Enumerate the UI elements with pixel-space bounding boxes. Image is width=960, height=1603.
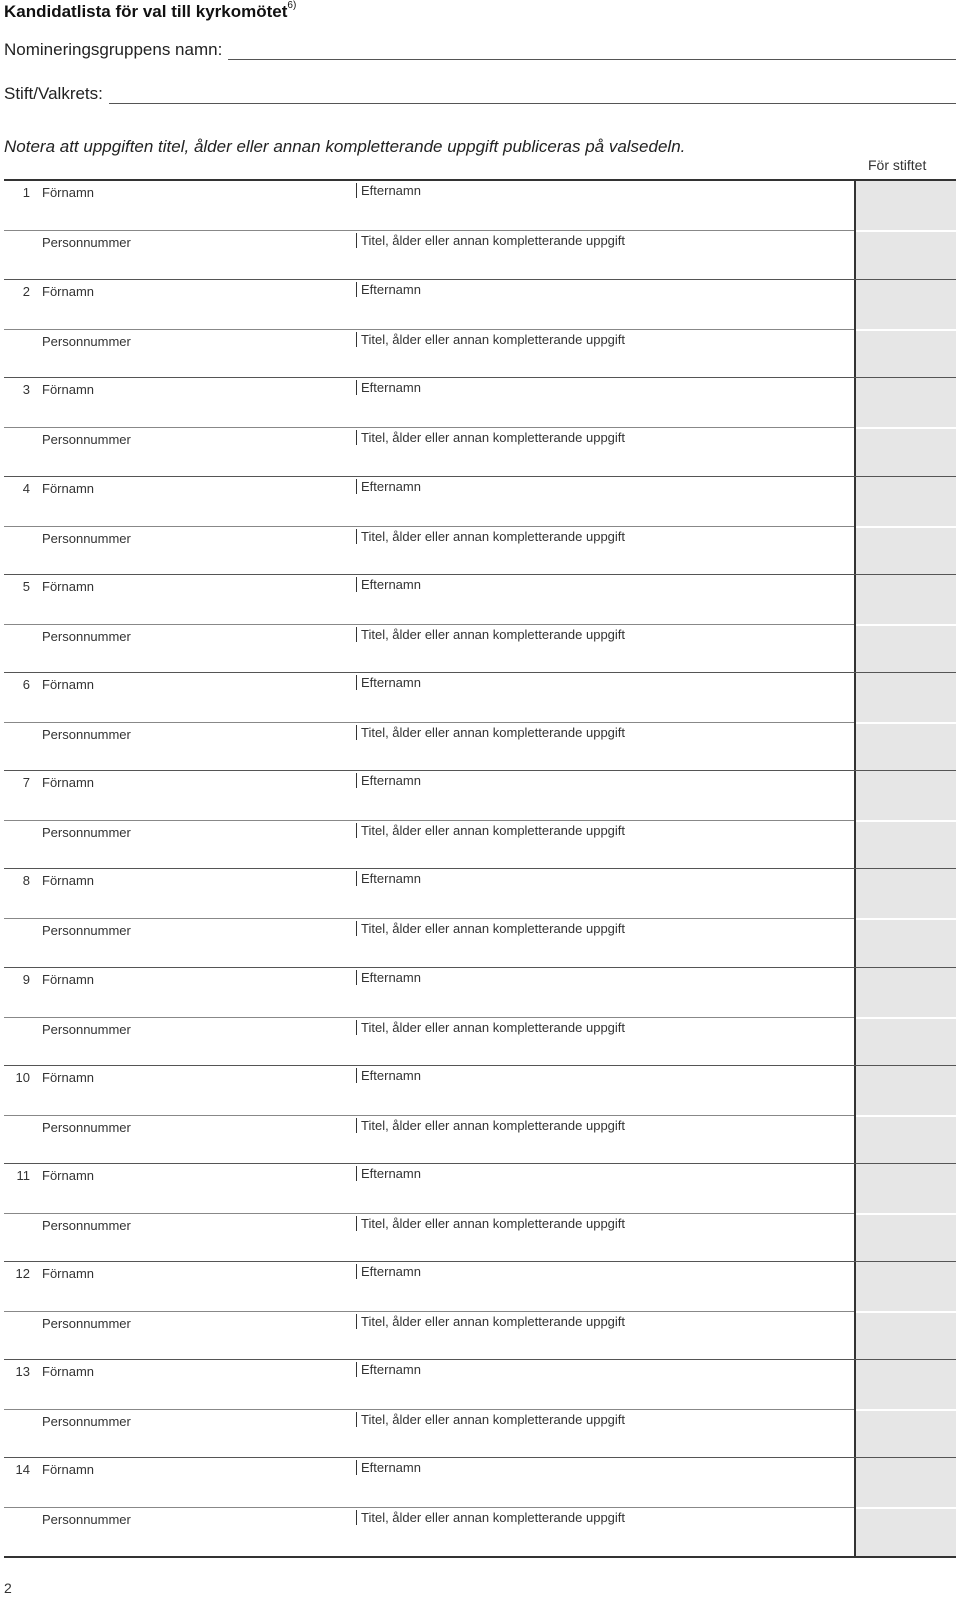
candidate-number: 14 [15,1462,30,1478]
title-info-field[interactable]: Titel, ålder eller annan kompletterande uppgift [356,1118,625,1133]
name-line [4,378,956,427]
for-diocese-box-divider [856,427,956,429]
for-diocese-box-divider [856,1409,956,1411]
personal-number-field[interactable]: Personnummer [42,825,131,841]
personal-number-field[interactable]: Personnummer [42,1512,131,1528]
nomination-group-field[interactable] [228,45,956,60]
title-info-field[interactable]: Titel, ålder eller annan kompletterande uppgift [356,1510,625,1525]
for-diocese-box-divider [856,820,956,822]
first-name-field[interactable]: Förnamn [42,775,95,791]
candidate-row [4,1065,956,1163]
candidate-row [4,770,956,868]
title-info-field[interactable]: Titel, ålder eller annan kompletterande uppgift [356,921,625,936]
for-diocese-box-divider [856,722,956,724]
details-line [4,1311,956,1361]
details-line [4,820,956,870]
for-diocese-box [854,1066,956,1163]
candidate-row [4,1163,956,1261]
last-name-field[interactable]: Efternamn [356,282,421,297]
first-name-field[interactable]: Förnamn [42,971,95,987]
title-info-field[interactable]: Titel, ålder eller annan kompletterande uppgift [356,1020,625,1035]
first-name-field[interactable]: Förnamn [42,284,95,300]
nomination-group-row [4,40,956,60]
candidate-row [4,181,956,279]
details-line [4,722,956,772]
details-line [4,1213,956,1263]
title-info-field[interactable]: Titel, ålder eller annan kompletterande uppgift [356,233,625,248]
candidate-row [4,672,956,770]
footnote-marker: 6) [287,0,297,12]
for-diocese-box-divider [856,1115,956,1117]
candidate-row [4,1457,956,1555]
name-line [4,181,956,230]
details-line [4,1507,956,1557]
candidate-number: 8 [22,873,30,889]
title-info-field[interactable]: Titel, ålder eller annan kompletterande uppgift [356,430,625,445]
name-line [4,1458,956,1507]
title-info-field[interactable]: Titel, ålder eller annan kompletterande uppgift [356,332,625,347]
candidate-row [4,574,956,672]
last-name-field[interactable]: Efternamn [356,1460,421,1475]
candidate-number: 4 [22,480,30,496]
candidate-number: 1 [22,185,30,200]
for-diocese-box [854,771,956,868]
first-name-field[interactable]: Förnamn [42,873,95,889]
personal-number-field[interactable]: Personnummer [42,726,131,742]
personal-number-field[interactable]: Personnummer [42,1021,131,1037]
details-line [4,230,956,280]
title-info-field[interactable]: Titel, ålder eller annan kompletterande uppgift [356,627,625,642]
last-name-field[interactable]: Efternamn [356,183,421,198]
name-line [4,869,956,918]
candidate-number: 7 [22,775,30,791]
name-line [4,1360,956,1409]
for-diocese-box [854,280,956,377]
name-line [4,968,956,1017]
name-line [4,1066,956,1115]
for-diocese-box [854,1458,956,1555]
candidate-number: 10 [15,1069,30,1085]
for-diocese-box-divider [856,329,956,331]
last-name-field[interactable]: Efternamn [356,1264,421,1279]
last-name-field[interactable]: Efternamn [356,1166,421,1181]
name-line [4,771,956,820]
last-name-field[interactable]: Efternamn [356,675,421,690]
for-diocese-box-divider [856,1311,956,1313]
last-name-field[interactable]: Efternamn [356,479,421,494]
details-line [4,624,956,674]
details-line [4,1115,956,1165]
name-line [4,477,956,526]
form-title-text: Kandidatlista för val till kyrkomötet [4,2,288,21]
candidate-row [4,377,956,475]
first-name-field[interactable]: Förnamn [42,1167,95,1183]
personal-number-field[interactable]: Personnummer [42,1316,131,1332]
candidate-number: 6 [22,676,30,692]
last-name-field[interactable]: Efternamn [356,773,421,788]
personal-number-field[interactable]: Personnummer [42,235,131,250]
page-number: 2 [4,1580,12,1596]
last-name-field[interactable]: Efternamn [356,970,421,985]
name-line [4,575,956,624]
personal-number-field[interactable]: Personnummer [42,1414,131,1430]
name-line [4,1262,956,1311]
personal-number-field[interactable]: Personnummer [42,432,131,448]
for-diocese-box [854,1360,956,1457]
last-name-field[interactable]: Efternamn [356,380,421,395]
details-line [4,427,956,477]
candidate-row [4,1261,956,1359]
candidate-number: 5 [22,578,30,594]
for-diocese-box-divider [856,624,956,626]
first-name-field[interactable]: Förnamn [42,480,95,496]
for-diocese-box [854,968,956,1065]
candidate-number: 9 [22,971,30,987]
title-info-field[interactable]: Titel, ålder eller annan kompletterande uppgift [356,529,625,544]
details-line [4,329,956,379]
diocese-label: Stift/Valkrets: [4,84,103,103]
for-diocese-box-divider [856,230,956,232]
details-line [4,526,956,576]
candidate-row [4,279,956,377]
title-info-field[interactable]: Titel, ålder eller annan kompletterande uppgift [356,823,625,838]
candidate-row [4,476,956,574]
for-diocese-box-divider [856,1213,956,1215]
for-diocese-box-divider [856,1017,956,1019]
for-diocese-box [854,869,956,966]
name-line [4,1164,956,1213]
for-diocese-box-divider [856,1507,956,1509]
personal-number-field[interactable]: Personnummer [42,923,131,939]
for-diocese-label: För stiftet [868,157,927,173]
first-name-field[interactable]: Förnamn [42,1266,95,1282]
for-diocese-box [854,1164,956,1261]
first-name-field[interactable]: Förnamn [42,1462,95,1478]
personal-number-field[interactable]: Personnummer [42,1217,131,1233]
last-name-field[interactable]: Efternamn [356,1068,421,1083]
candidate-row [4,868,956,966]
personal-number-field[interactable]: Personnummer [42,628,131,644]
nomination-group-label: Nomineringsgruppens namn: [4,40,223,59]
first-name-field[interactable]: Förnamn [42,676,95,692]
first-name-field[interactable]: Förnamn [42,578,95,594]
personal-number-field[interactable]: Personnummer [42,530,131,546]
name-line [4,280,956,329]
for-diocese-box [854,1262,956,1359]
for-diocese-box [854,575,956,672]
candidate-row [4,1359,956,1457]
title-info-field[interactable]: Titel, ålder eller annan kompletterande uppgift [356,1216,625,1231]
title-info-field[interactable]: Titel, ålder eller annan kompletterande uppgift [356,725,625,740]
first-name-field[interactable]: Förnamn [42,1069,95,1085]
form-title [4,2,296,22]
personal-number-field[interactable]: Personnummer [42,1119,131,1135]
candidate-number: 13 [15,1364,30,1380]
first-name-field[interactable]: Förnamn [42,1364,95,1380]
for-diocese-box [854,673,956,770]
for-diocese-box-divider [856,918,956,920]
candidate-number: 3 [22,382,30,398]
for-diocese-box [854,378,956,475]
last-name-field[interactable]: Efternamn [356,871,421,886]
title-info-field[interactable]: Titel, ålder eller annan kompletterande uppgift [356,1314,625,1329]
diocese-field[interactable] [109,89,956,104]
first-name-field[interactable]: Förnamn [42,382,95,398]
last-name-field[interactable]: Efternamn [356,1362,421,1377]
candidate-number: 2 [22,284,30,300]
details-line [4,918,956,968]
personal-number-field[interactable]: Personnummer [42,334,131,350]
candidate-number: 12 [15,1266,30,1282]
candidate-list [4,179,956,1558]
first-name-field[interactable]: Förnamn [42,185,95,200]
details-line [4,1409,956,1459]
candidate-number: 11 [16,1167,30,1183]
for-diocese-box [854,477,956,574]
diocese-row [4,84,956,104]
title-info-field[interactable]: Titel, ålder eller annan kompletterande uppgift [356,1412,625,1427]
for-diocese-box-divider [856,526,956,528]
candidate-row [4,967,956,1065]
last-name-field[interactable]: Efternamn [356,577,421,592]
details-line [4,1017,956,1067]
for-diocese-box [854,181,956,279]
name-line [4,673,956,722]
publication-note: Notera att uppgiften titel, ålder eller annan kompletterande uppgift publiceras på valsedeln. [4,137,686,156]
